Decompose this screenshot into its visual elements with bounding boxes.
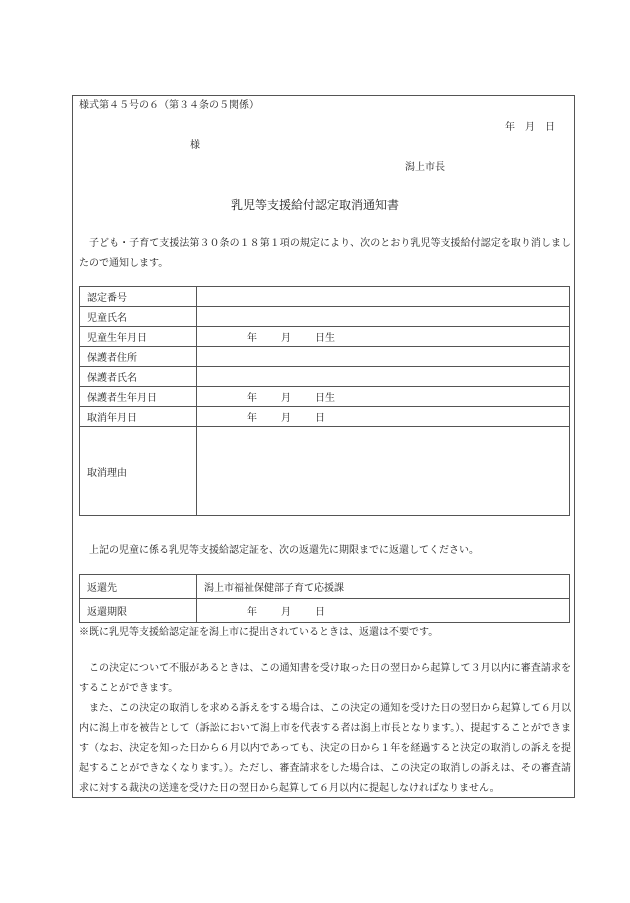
year-unit: 年 (247, 393, 257, 404)
child-birthdate-value (197, 327, 570, 347)
intro-paragraph: 子ども・子育て支援法第３０条の１８第１項の規定により、次のとおり乳児等支援給付認定を取り消しましたので通知します。 (79, 238, 571, 269)
row-label-cancellation-date: 取消年月日 (80, 407, 197, 427)
year-unit: 年 (247, 413, 257, 424)
row-label-guardian-name: 保護者氏名 (80, 367, 197, 387)
certification-details-table (79, 286, 570, 516)
row-label-child-birthdate: 児童生年月日 (80, 327, 197, 347)
issue-date-line: 年 月 日 (505, 122, 555, 133)
guardian-address-value (197, 347, 570, 367)
row-label-guardian-address: 保護者住所 (80, 347, 197, 367)
return-deadline-value (197, 599, 570, 623)
day-unit: 日生 (315, 393, 335, 404)
month-unit: 月 (281, 607, 291, 618)
month-unit: 月 (281, 393, 291, 404)
certification-number-value (197, 287, 570, 307)
guardian-birthdate-value (197, 387, 570, 407)
row-label-cancellation-reason: 取消理由 (80, 427, 197, 516)
appeal-lawsuit-paragraph: また、この決定の取消しを求める訴えをする場合は、この決定の通知を受けた日の翌日から起算して６月以内に潟上市を被告として（訴訟において潟上市を代表する者は潟上市長となります。）、提起することができます（なお、決定を知った日から６月以内であっても、決定の日から１年を経過すると決定の取消しの訴えを提起することができなくなります。）。ただし、審査請求をした場合は、この決定の取消しの訴えは、その審査請求に対する裁決の送達を受けた日の翌日から起算して６月以内に提起しなければなりません。 (79, 703, 571, 794)
table-row (80, 307, 570, 327)
table-row (80, 327, 570, 347)
table-row (80, 575, 570, 599)
day-unit: 日生 (315, 333, 335, 344)
table-row (80, 347, 570, 367)
return-note: ※既に乳児等支援給認定証を潟上市に提出されているときは、返還は不要です。 (79, 627, 439, 638)
return-destination-value: 潟上市福祉保健部子育て応援課 (197, 575, 570, 599)
table-row (80, 367, 570, 387)
month-unit: 月 (281, 413, 291, 424)
addressee-honorific: 様 (190, 140, 200, 151)
year-unit: 年 (247, 607, 257, 618)
row-label-certification-number: 認定番号 (80, 287, 197, 307)
cancellation-reason-value (197, 427, 570, 516)
day-unit: 日 (315, 607, 325, 618)
guardian-name-value (197, 367, 570, 387)
year-unit: 年 (247, 333, 257, 344)
table-row (80, 287, 570, 307)
day-unit: 日 (315, 413, 325, 424)
child-name-value (197, 307, 570, 327)
month-unit: 月 (281, 333, 291, 344)
form-number: 様式第４５号の６（第３４条の５関係） (79, 100, 259, 111)
appeal-review-paragraph: この決定について不服があるときは、この通知書を受け取った日の翌日から起算して３月以内に審査請求をすることができます。 (79, 663, 571, 694)
return-instruction: 上記の児童に係る乳児等支援給認定証を、次の返還先に期限までに返還してください。 (89, 545, 479, 556)
row-label-child-name: 児童氏名 (80, 307, 197, 327)
document-title: 乳児等支援給付認定取消通知書 (230, 198, 399, 212)
table-row (80, 427, 570, 516)
issuer-name: 潟上市長 (405, 162, 445, 173)
appeal-notice (79, 659, 571, 799)
row-label-guardian-birthdate: 保護者生年月日 (80, 387, 197, 407)
table-row (80, 599, 570, 623)
row-label-return-deadline: 返還期限 (80, 599, 197, 623)
table-row (80, 387, 570, 407)
return-table (79, 574, 570, 623)
row-label-return-destination: 返還先 (80, 575, 197, 599)
cancellation-date-value (197, 407, 570, 427)
table-row (80, 407, 570, 427)
